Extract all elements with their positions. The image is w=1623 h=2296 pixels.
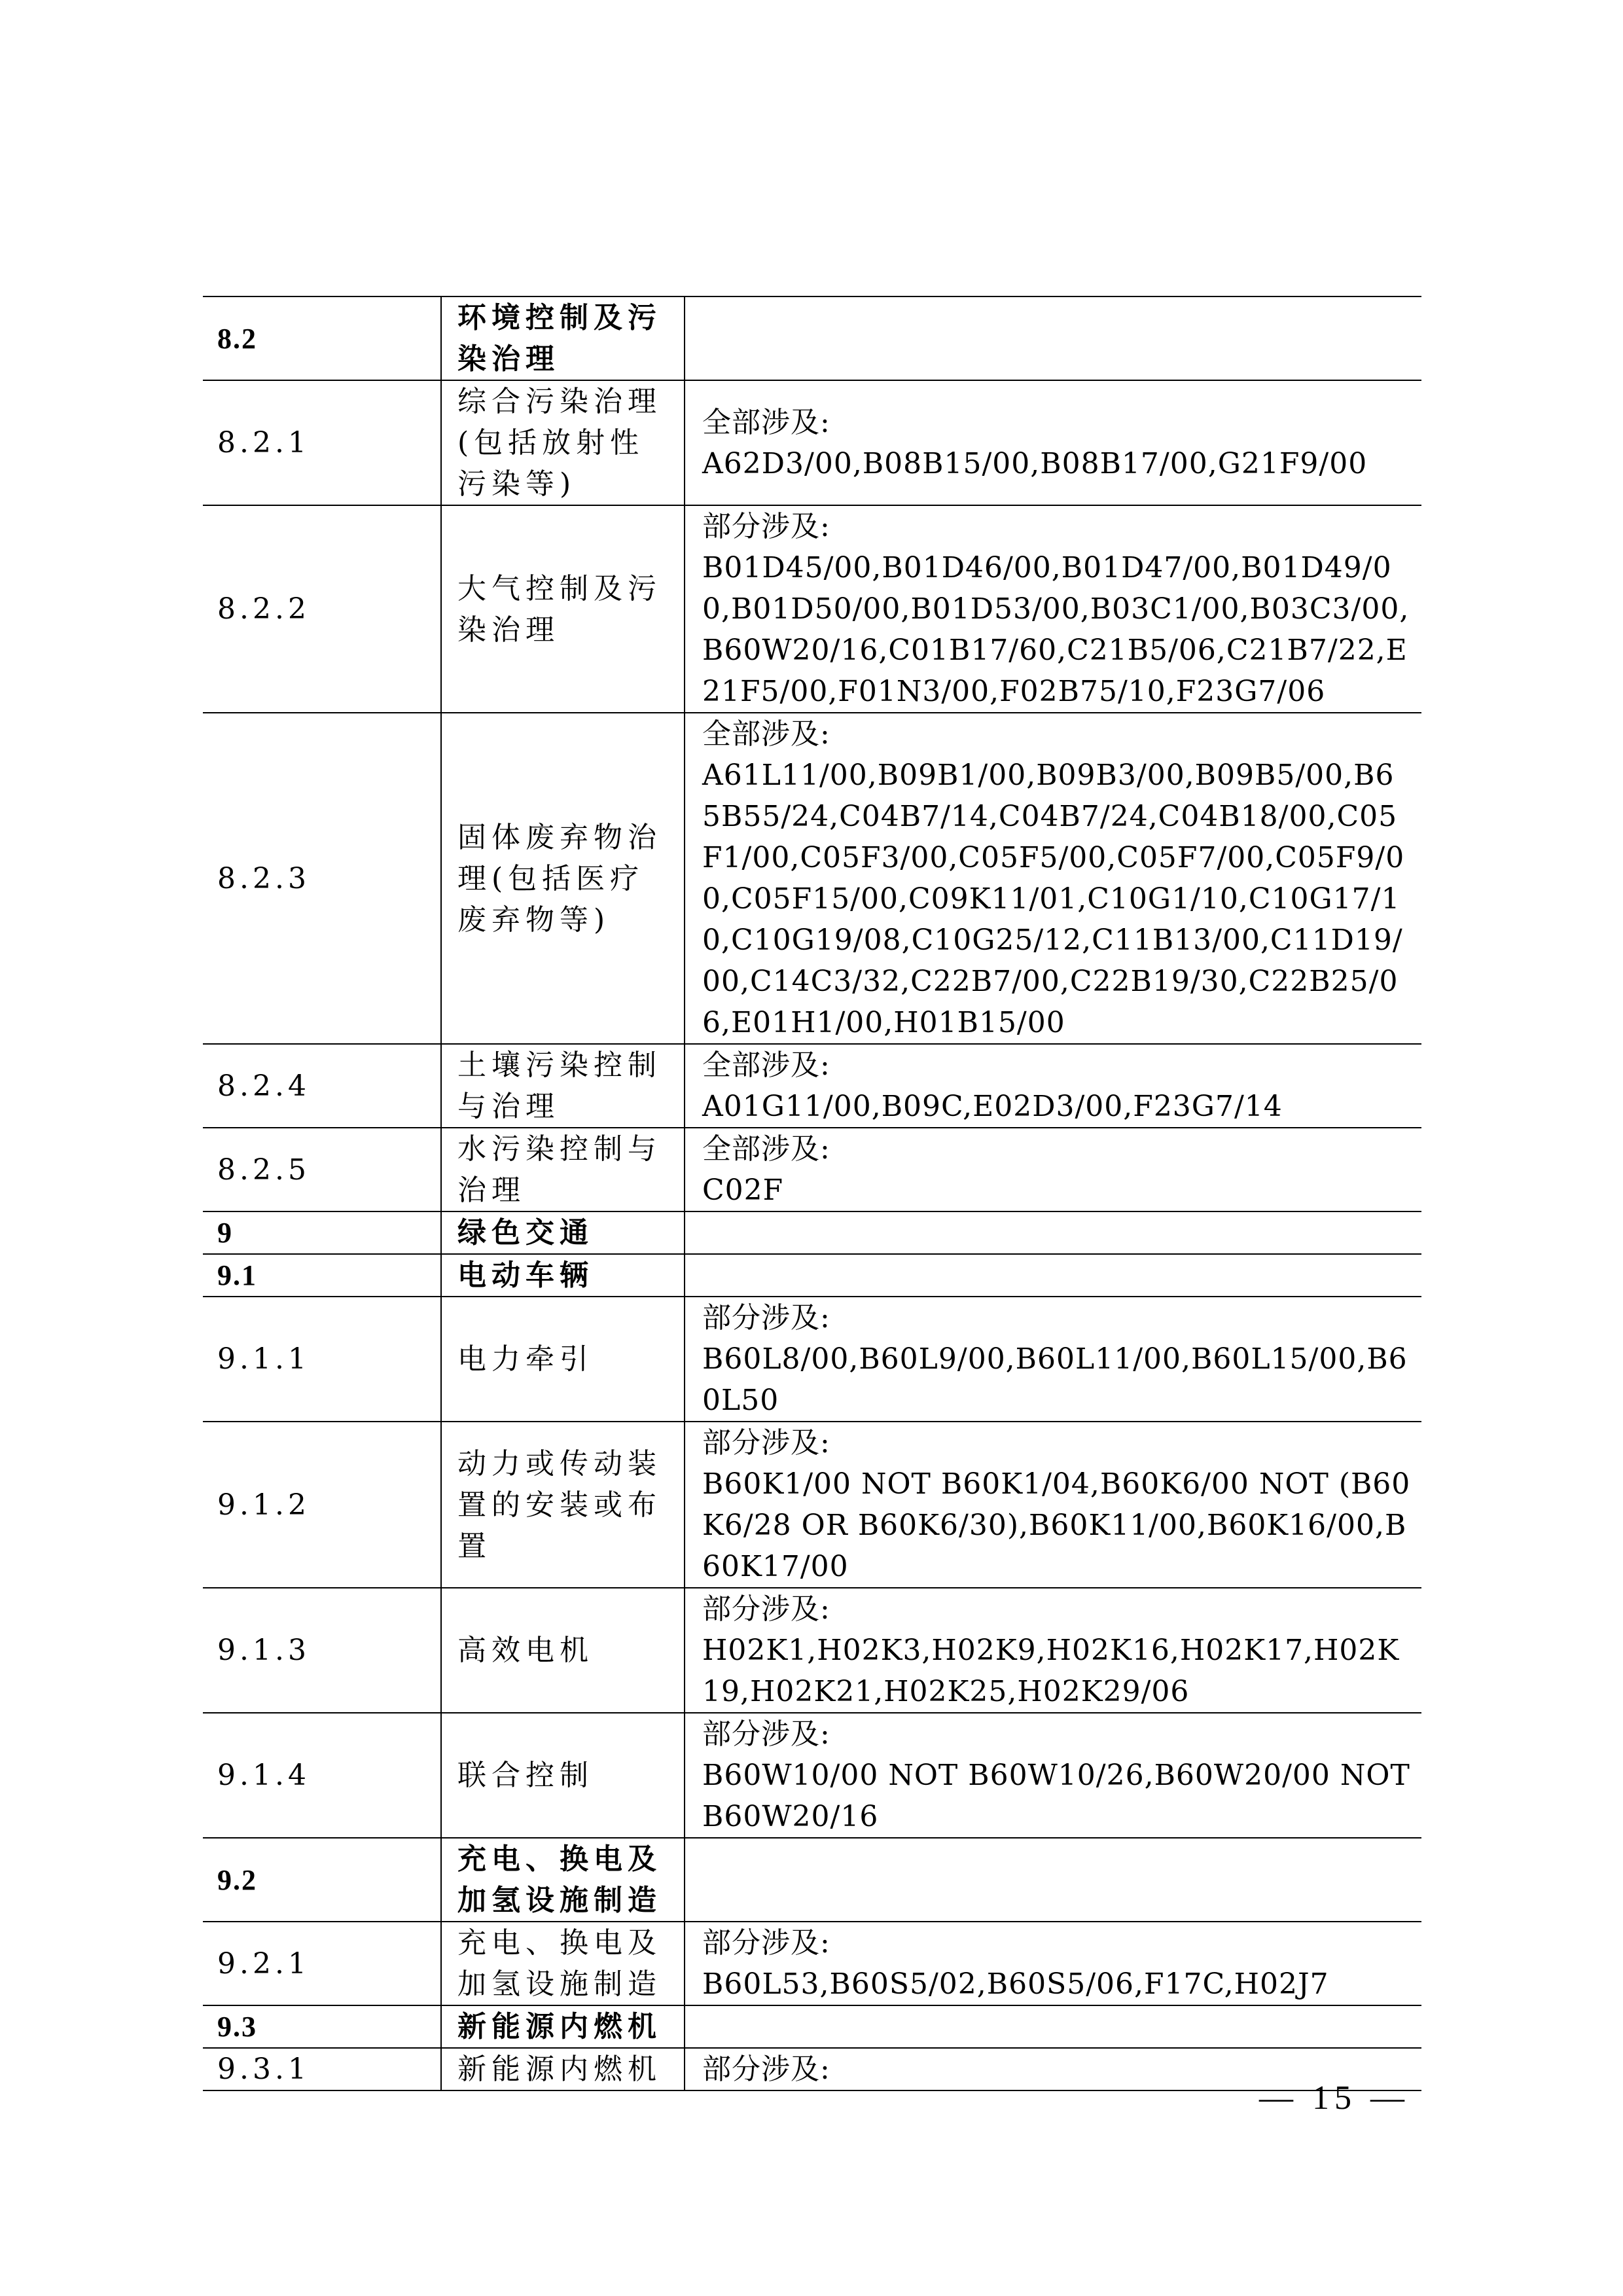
row-code: 9 bbox=[203, 1211, 441, 1254]
row-detail bbox=[685, 505, 1421, 713]
detail-codes: B60L53,B60S5/02,B60S5/06,F17C,H02J7 bbox=[702, 1967, 1329, 2001]
row-name: 高效电机 bbox=[441, 1588, 685, 1713]
row-name: 充电、换电及加氢设施制造 bbox=[441, 1838, 685, 1922]
row-code: 8.2.2 bbox=[203, 505, 441, 713]
detail-codes: A62D3/00,B08B15/00,B08B17/00,G21F9/00 bbox=[702, 446, 1368, 480]
table-row bbox=[203, 1713, 1421, 1838]
row-name: 土壤污染控制与治理 bbox=[441, 1044, 685, 1128]
row-name: 充电、换电及加氢设施制造 bbox=[441, 1922, 685, 2005]
detail-codes: B60L8/00,B60L9/00,B60L11/00,B60L15/00,B60L50 bbox=[702, 1342, 1408, 1417]
row-detail bbox=[685, 296, 1421, 380]
detail-codes: C02F bbox=[702, 1174, 784, 1207]
detail-label: 部分涉及: bbox=[702, 1426, 830, 1460]
table-row bbox=[203, 1922, 1421, 2005]
row-code: 8.2.3 bbox=[203, 713, 441, 1044]
table-row bbox=[203, 1044, 1421, 1128]
detail-codes: B01D45/00,B01D46/00,B01D47/00,B01D49/00,B01D50/00,B01D53/00,B03C1/00,B03C3/00,B60W20/16,C01B17/60,C21B5/06,C21B7/22,E21F5/00,F01N3/00,F02B75/10,F23G7/06 bbox=[702, 551, 1410, 708]
detail-label: 部分涉及: bbox=[702, 1592, 830, 1626]
row-code: 9.3 bbox=[203, 2005, 441, 2048]
table-row bbox=[203, 1297, 1421, 1422]
row-detail bbox=[685, 1422, 1421, 1588]
row-code: 9.2 bbox=[203, 1838, 441, 1922]
row-detail bbox=[685, 380, 1421, 505]
row-code: 9.1.2 bbox=[203, 1422, 441, 1588]
row-detail bbox=[685, 1588, 1421, 1713]
row-detail bbox=[685, 1044, 1421, 1128]
row-name: 水污染控制与治理 bbox=[441, 1128, 685, 1211]
row-name: 电力牵引 bbox=[441, 1297, 685, 1422]
table-row bbox=[203, 713, 1421, 1044]
row-detail bbox=[685, 713, 1421, 1044]
table-row bbox=[203, 1588, 1421, 1713]
row-name: 大气控制及污染治理 bbox=[441, 505, 685, 713]
classification-table bbox=[203, 296, 1421, 2091]
detail-codes: A01G11/00,B09C,E02D3/00,F23G7/14 bbox=[702, 1090, 1283, 1123]
detail-label: 全部涉及: bbox=[702, 405, 830, 439]
row-detail bbox=[685, 1211, 1421, 1254]
detail-label: 部分涉及: bbox=[702, 1926, 830, 1960]
table-row bbox=[203, 1254, 1421, 1297]
row-name: 综合污染治理(包括放射性污染等) bbox=[441, 380, 685, 505]
row-code: 9.3.1 bbox=[203, 2048, 441, 2090]
row-name: 动力或传动装置的安装或布置 bbox=[441, 1422, 685, 1588]
table-row bbox=[203, 1211, 1421, 1254]
row-code: 8.2.5 bbox=[203, 1128, 441, 1211]
detail-label: 全部涉及: bbox=[702, 717, 830, 751]
detail-codes: B60W10/00 NOT B60W10/26,B60W20/00 NOT B60W20/16 bbox=[702, 1759, 1410, 1833]
row-detail bbox=[685, 2005, 1421, 2048]
row-detail bbox=[685, 1838, 1421, 1922]
detail-label: 部分涉及: bbox=[702, 2053, 830, 2086]
row-name: 联合控制 bbox=[441, 1713, 685, 1838]
row-detail bbox=[685, 1713, 1421, 1838]
table-row bbox=[203, 296, 1421, 380]
detail-codes: H02K1,H02K3,H02K9,H02K16,H02K17,H02K19,H02K21,H02K25,H02K29/06 bbox=[702, 1634, 1400, 1708]
table-row bbox=[203, 2048, 1421, 2090]
detail-label: 部分涉及: bbox=[702, 1717, 830, 1751]
row-name: 新能源内燃机 bbox=[441, 2048, 685, 2090]
row-code: 9.1 bbox=[203, 1254, 441, 1297]
row-detail bbox=[685, 1922, 1421, 2005]
row-name: 环境控制及污染治理 bbox=[441, 296, 685, 380]
row-name: 新能源内燃机 bbox=[441, 2005, 685, 2048]
classification-table-wrapper bbox=[203, 296, 1421, 2091]
detail-label: 全部涉及: bbox=[702, 1049, 830, 1082]
table-row bbox=[203, 2005, 1421, 2048]
table-row bbox=[203, 505, 1421, 713]
row-code: 9.1.1 bbox=[203, 1297, 441, 1422]
detail-label: 部分涉及: bbox=[702, 1301, 830, 1335]
row-code: 9.1.3 bbox=[203, 1588, 441, 1713]
detail-codes: A61L11/00,B09B1/00,B09B3/00,B09B5/00,B65B55/24,C04B7/14,C04B7/24,C04B18/00,C05F1/00,C05F3/00,C05F5/00,C05F7/00,C05F9/00,C05F15/00,C09K11/01,C10G1/10,C10G17/10,C10G19/08,C10G25/12,C11B13/00,C11D19/00,C14C3/32,C22B7/00,C22B19/30,C22B25/06,E01H1/00,H01B15/00 bbox=[702, 759, 1405, 1039]
detail-codes: B60K1/00 NOT B60K1/04,B60K6/00 NOT (B60K6/28 OR B60K6/30),B60K11/00,B60K16/00,B60K17/00 bbox=[702, 1467, 1411, 1583]
row-name: 绿色交通 bbox=[441, 1211, 685, 1254]
table-row bbox=[203, 1128, 1421, 1211]
row-detail bbox=[685, 1297, 1421, 1422]
row-detail bbox=[685, 1254, 1421, 1297]
row-code: 9.1.4 bbox=[203, 1713, 441, 1838]
table-row bbox=[203, 380, 1421, 505]
row-code: 8.2 bbox=[203, 296, 441, 380]
detail-label: 全部涉及: bbox=[702, 1132, 830, 1166]
row-code: 8.2.4 bbox=[203, 1044, 441, 1128]
detail-label: 部分涉及: bbox=[702, 510, 830, 543]
row-name: 固体废弃物治理(包括医疗废弃物等) bbox=[441, 713, 685, 1044]
row-detail bbox=[685, 1128, 1421, 1211]
table-row bbox=[203, 1422, 1421, 1588]
row-code: 8.2.1 bbox=[203, 380, 441, 505]
row-name: 电动车辆 bbox=[441, 1254, 685, 1297]
row-code: 9.2.1 bbox=[203, 1922, 441, 2005]
page-number: — 15 — bbox=[1259, 2079, 1410, 2117]
table-row bbox=[203, 1838, 1421, 1922]
